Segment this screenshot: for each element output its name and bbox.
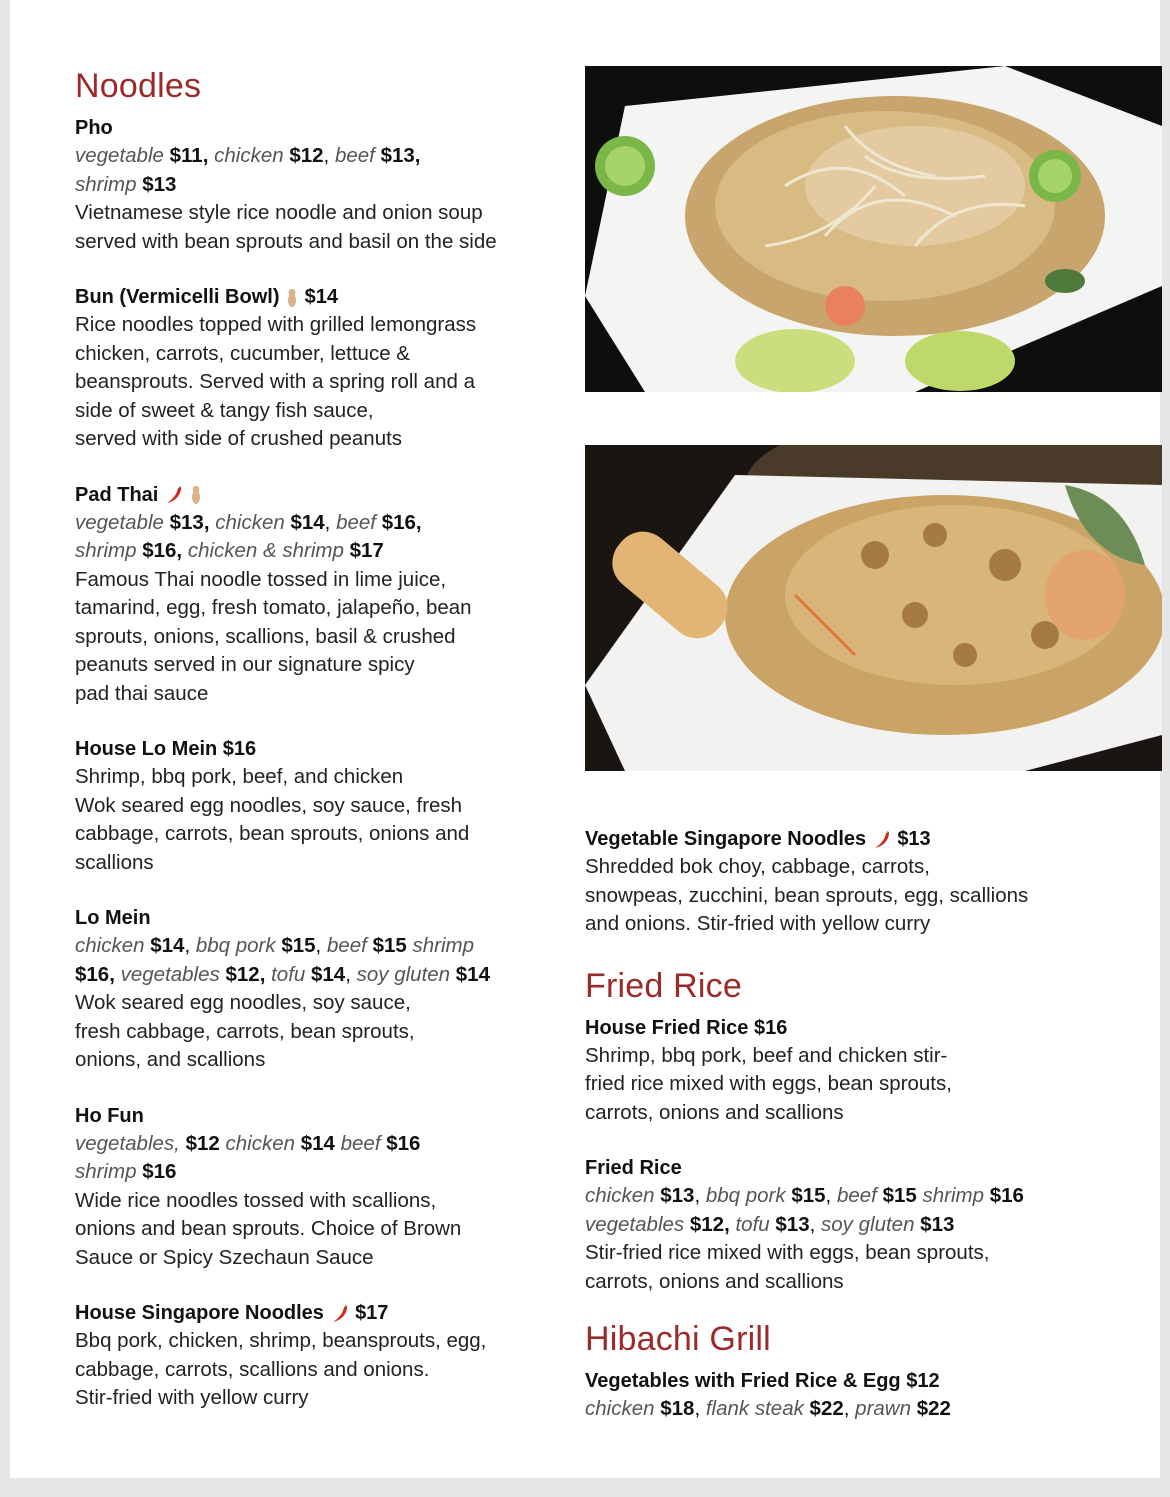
item-name: Lo Mein [75,907,151,929]
item-description: Wide rice noodles tossed with scallions, onions and bean sprouts. Choice of Brown Sauce or Spicy Szechaun Sauce [75,1188,462,1269]
price-line: vegetable $11, chicken $12, beef $13, [75,144,421,167]
item-description: Shredded bok choy, cabbage, carrots, snowpeas, zucchini, bean sprouts, egg, scallions and onions. Stir-fried with yellow curry [585,855,1029,935]
menu-item-house-lo-mein [75,735,575,877]
menu-page [10,0,1160,1478]
price-line: vegetables $12, tofu $13, soy gluten $13 [585,1212,955,1236]
item-description: Wok seared egg noodles, soy sauce, fresh cabbage, carrots, bean sprouts, onions, and scallions [75,991,415,1071]
pad-thai-photo [585,66,1162,392]
menu-item-ho-fun [75,1102,575,1273]
menu-item-pad-thai [75,481,575,709]
item-description: Shrimp, bbq pork, beef, and chicken Wok seared egg noodles, soy sauce, fresh cabbage, carrots, bean sprouts, onions and scallions [75,765,470,874]
item-name: House Singapore Noodles $17 [75,1302,389,1324]
item-name: House Fried Rice $16 [585,1016,788,1039]
menu-item-lo-mein [75,904,575,1075]
section-title-noodles: Noodles [75,67,202,105]
price-line: shrimp $13 [75,172,177,196]
section-title-fried-rice: Fried Rice [585,966,742,1005]
item-description: Stir-fried rice mixed with eggs, bean sprouts, carrots, onions and scallions [585,1241,990,1293]
menu-item-vegetable-singapore-noodles [585,825,1125,939]
menu-item-hibachi-vegetables [585,1367,1125,1424]
item-name: Vegetable Singapore Noodles $13 [585,828,931,850]
right-column [585,825,1125,1451]
item-name: Bun (Vermicelli Bowl) $14 [75,286,338,308]
menu-item-house-singapore-noodles [75,1299,575,1413]
item-name: Pho [75,117,113,139]
chili-pepper-icon [331,1304,349,1324]
item-description: Vietnamese style rice noodle and onion soup served with bean sprouts and basil on the side [75,201,497,253]
price-line: vegetables, $12 chicken $14 beef $16 [75,1131,421,1155]
peanut-icon [190,485,202,505]
item-description: Rice noodles topped with grilled lemongrass chicken, carrots, cucumber, lettuce & beansprouts. Served with a spring roll and a side of sweet & tangy fish sauce, served with side of crushed peanuts [75,313,477,450]
item-description: Famous Thai noodle tossed in lime juice, tamarind, egg, fresh tomato, jalapeño, bean sprouts, onions, scallions, basil & crushed peanuts served in our signature spicy pad thai sauce [75,567,472,705]
item-name: Vegetables with Fried Rice & Egg $12 [585,1370,940,1392]
item-name: Fried Rice [585,1157,682,1179]
menu-item-fried-rice [585,1154,1125,1296]
item-description: Shrimp, bbq pork, beef and chicken stir- fried rice mixed with eggs, bean sprouts, carrots, onions and scallions [585,1043,952,1124]
menu-item-house-fried-rice [585,1014,1125,1128]
price-line: chicken $14, bbq pork $15, beef $15 shrimp [75,934,474,957]
fried-rice-photo [585,445,1162,771]
price-line: chicken $13, bbq pork $15, beef $15 shrimp $16 [585,1184,1024,1207]
chili-pepper-icon [165,485,183,505]
chili-pepper-icon [873,830,891,850]
price-line: chicken $18, flank steak $22, prawn $22 [585,1397,951,1420]
price-line: $16, vegetables $12, tofu $14, soy gluten $14 [75,962,490,986]
left-column [75,66,575,1440]
price-line: vegetable $13, chicken $14, beef $16, [75,510,422,534]
peanut-icon [286,288,298,308]
item-description: Bbq pork, chicken, shrimp, beansprouts, egg, cabbage, carrots, scallions and onions. Stir-fried with yellow curry [75,1329,487,1409]
price-line: shrimp $16 [75,1160,177,1183]
item-name: Pad Thai [75,481,575,509]
item-name: House Lo Mein $16 [75,738,257,760]
item-name: Ho Fun [75,1104,144,1127]
menu-item-pho [75,114,575,256]
price-line: shrimp $16, chicken & shrimp $17 [75,539,384,562]
section-title-hibachi-grill: Hibachi Grill [585,1320,771,1358]
menu-item-bun [75,283,575,454]
